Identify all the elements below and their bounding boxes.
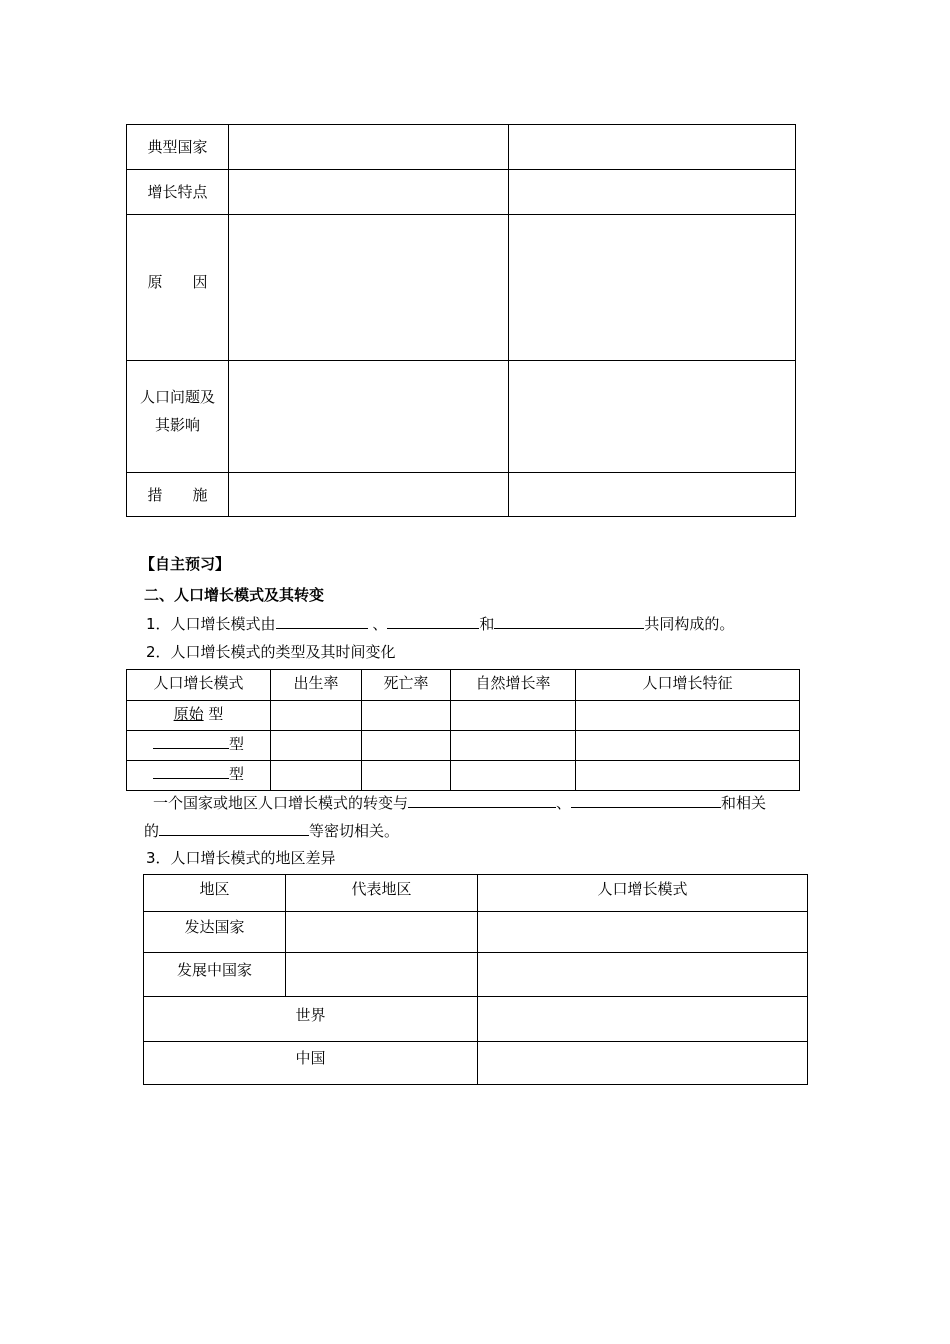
regional-difference-table bbox=[143, 874, 808, 1085]
table-cell[interactable] bbox=[271, 701, 362, 731]
question-2-title: 2．人口增长模式的类型及其时间变化 bbox=[146, 643, 396, 661]
table-cell[interactable] bbox=[478, 953, 808, 997]
note-prefix: 的 bbox=[144, 822, 160, 840]
row-label: 原 因 bbox=[127, 215, 229, 361]
row-label: 增长特点 bbox=[127, 170, 229, 215]
table-cell[interactable] bbox=[509, 473, 796, 517]
table-cell[interactable] bbox=[229, 215, 509, 361]
table-row bbox=[127, 125, 796, 170]
fill-blank[interactable] bbox=[276, 613, 368, 629]
table-cell[interactable] bbox=[509, 215, 796, 361]
note-prefix: 一个国家或地区人口增长模式的转变与 bbox=[153, 794, 409, 812]
table-header-row bbox=[127, 670, 800, 701]
question-3-title: 3．人口增长模式的地区差异 bbox=[146, 849, 336, 867]
question-1 bbox=[146, 613, 734, 634]
table-row bbox=[127, 170, 796, 215]
fill-blank[interactable] bbox=[153, 763, 229, 779]
table-row bbox=[144, 997, 808, 1042]
column-header: 人口增长模式 bbox=[127, 670, 271, 701]
table-cell[interactable] bbox=[509, 125, 796, 170]
table-cell[interactable] bbox=[229, 170, 509, 215]
row-label: 发展中国家 bbox=[144, 953, 286, 997]
filled-answer: 原始 bbox=[173, 705, 204, 723]
row-label: 典型国家 bbox=[127, 125, 229, 170]
table-cell[interactable] bbox=[478, 912, 808, 953]
note-suffix: 等密切相关。 bbox=[309, 822, 400, 840]
transition-note-line1 bbox=[153, 792, 766, 813]
fill-blank[interactable] bbox=[387, 613, 479, 629]
table-row bbox=[127, 701, 800, 731]
table-cell[interactable] bbox=[451, 701, 576, 731]
note-suffix: 和相关 bbox=[721, 794, 767, 812]
q1-prefix: 1．人口增长模式由 bbox=[146, 615, 276, 633]
row-label: 措 施 bbox=[127, 473, 229, 517]
row-label bbox=[127, 731, 271, 761]
table-row bbox=[127, 731, 800, 761]
table-cell[interactable] bbox=[271, 731, 362, 761]
table-row bbox=[144, 1042, 808, 1085]
row-label: 发达国家 bbox=[144, 912, 286, 953]
table-cell[interactable] bbox=[286, 912, 478, 953]
column-header: 出生率 bbox=[271, 670, 362, 701]
table-cell[interactable] bbox=[229, 473, 509, 517]
row-label bbox=[127, 701, 271, 731]
table-cell[interactable] bbox=[509, 361, 796, 473]
table-header-row bbox=[144, 875, 808, 912]
row-label-line: 其影响 bbox=[154, 416, 200, 434]
row-label: 中国 bbox=[144, 1042, 478, 1085]
fill-blank[interactable] bbox=[408, 792, 556, 808]
growth-pattern-table bbox=[126, 669, 800, 791]
note-separator: 、 bbox=[556, 794, 572, 812]
row-label-line: 人口问题及 bbox=[139, 388, 215, 406]
table-cell[interactable] bbox=[451, 761, 576, 791]
row-label: 世界 bbox=[144, 997, 478, 1042]
table-cell[interactable] bbox=[286, 953, 478, 997]
transition-note-line2 bbox=[144, 820, 399, 841]
column-header: 代表地区 bbox=[286, 875, 478, 912]
table-cell[interactable] bbox=[362, 761, 451, 791]
table-cell[interactable] bbox=[509, 170, 796, 215]
q1-separator: 、 bbox=[372, 615, 388, 633]
table-cell[interactable] bbox=[451, 731, 576, 761]
table-cell[interactable] bbox=[576, 701, 800, 731]
comparison-table bbox=[126, 124, 796, 517]
q1-and: 和 bbox=[479, 615, 495, 633]
fill-blank[interactable] bbox=[571, 792, 721, 808]
table-row bbox=[144, 912, 808, 953]
table-row bbox=[127, 215, 796, 361]
table-row bbox=[127, 361, 796, 473]
column-header: 自然增长率 bbox=[451, 670, 576, 701]
table-cell[interactable] bbox=[271, 761, 362, 791]
table-row bbox=[144, 953, 808, 997]
table-row bbox=[127, 761, 800, 791]
table-cell[interactable] bbox=[362, 731, 451, 761]
type-suffix: 型 bbox=[228, 765, 244, 783]
table-row bbox=[127, 473, 796, 517]
table-cell[interactable] bbox=[576, 731, 800, 761]
table-cell[interactable] bbox=[229, 125, 509, 170]
column-header: 人口增长模式 bbox=[478, 875, 808, 912]
type-suffix: 型 bbox=[208, 705, 224, 723]
row-label bbox=[127, 761, 271, 791]
fill-blank[interactable] bbox=[494, 613, 644, 629]
type-suffix: 型 bbox=[228, 735, 244, 753]
column-header: 死亡率 bbox=[362, 670, 451, 701]
table-cell[interactable] bbox=[576, 761, 800, 791]
row-label bbox=[127, 361, 229, 473]
table-cell[interactable] bbox=[478, 1042, 808, 1085]
q1-suffix: 共同构成的。 bbox=[644, 615, 735, 633]
table-cell[interactable] bbox=[229, 361, 509, 473]
fill-blank[interactable] bbox=[153, 733, 229, 749]
column-header: 人口增长特征 bbox=[576, 670, 800, 701]
section-bracket-title: 【自主预习】 bbox=[140, 555, 231, 573]
table-cell[interactable] bbox=[478, 997, 808, 1042]
section-title: 二、人口增长模式及其转变 bbox=[144, 586, 325, 604]
fill-blank[interactable] bbox=[159, 820, 309, 836]
table-cell[interactable] bbox=[362, 701, 451, 731]
column-header: 地区 bbox=[144, 875, 286, 912]
